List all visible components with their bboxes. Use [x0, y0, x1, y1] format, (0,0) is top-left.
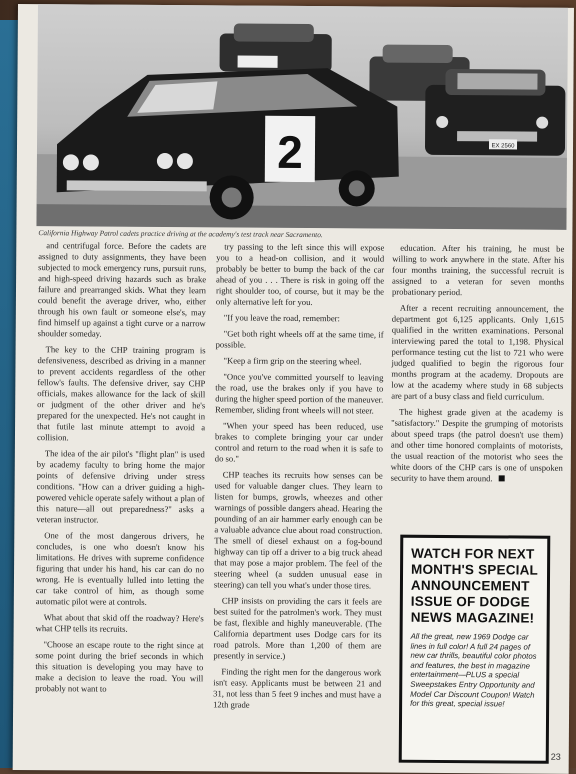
photo-caption: California Highway Patrol cadets practice driving at the academy's test track near Sacramento. [38, 228, 323, 240]
paragraph: One of the most dangerous drivers, he concludes, is one who doesn't know his limitations. He drives with supreme confidence figuring that under his hand, his car can do no wrong. He is eventually lulled into letting the car take control of him, as though some automatic pilot were at controls. [35, 530, 205, 607]
photo-illustration [36, 4, 568, 230]
paragraph: "Get both right wheels off at the same time, if possible. [215, 328, 384, 350]
paragraph: "Choose an escape route to the right since at some point during the brief seconds in which this situation is developing you may have to make a decision to leave the road. You will probably not want to [35, 639, 204, 694]
paragraph [391, 407, 564, 485]
paragraph: "Keep a firm grip on the steering wheel. [223, 355, 362, 367]
article-column-2 [213, 241, 384, 716]
paragraph: Finding the right men for the dangerous work isn't easy. Applicants must be between 21 and 31, not less than 5 feet 9 inches and must have a 12th grade [213, 666, 382, 710]
paragraph: The idea of the air pilot's "flight plan" is used by academy faculty to bring home the major points of defensive driving under stress conditions. "How can a driver guiding a high-powered vehicle operate safely without a plan of this nature—all out preparedness?" asks a veteran instructor. [36, 448, 205, 525]
page-number: 23 [550, 751, 561, 762]
patrol-cars-photo [36, 4, 568, 230]
background-car [220, 23, 332, 72]
paragraph: CHP insists on providing the cars it feels are best suited for the patrolmen's work. They must be fast, flexible and highly maneuverable. (The California department uses Dodge cars for its road patrols. More than 1,200 of them are presently in service.) [213, 595, 382, 661]
car-number: 2 [276, 125, 303, 178]
paragraph-text: The highest grade given at the academy is "satisfactory." Despite the grumping of motorists about speed traps (the patrol doesn't use them) and other time honored complaints of motorists, the usual reaction of the motorist who sees the white doors of the CHP cars is one of unspoken security to have them around. [390, 406, 564, 484]
article-column-3 [391, 243, 565, 490]
paragraph: CHP teaches its recruits how senses can be used for valuable danger clues. They learn to listen for bumps, growls, wheezes and other warnings of possible dangers ahead. Hearing the pounding of an air hammer early enough can be a valuable advance clue about road construction. The smell of diesel exhaust on a fog-bound highway can tip off a driver to a big truck ahead that may pose a major problem. The feel of the steering wheel (a sudden unusual ease in steering) can tell you what's under those tires. [213, 469, 383, 591]
paragraph: "When your speed has been reduced, use brakes to complete bringing your car under control and return to the road when it is safe to do so." [214, 420, 384, 464]
paragraph: What about that skid off the roadway? Here's what CHP tells its recruits. [35, 612, 204, 634]
paragraph: education. After his training, he must be willing to work anywhere in the state. After his four months training, the successful recruit is assigned to a veteran for seven months probationary period. [391, 242, 565, 298]
end-of-article-mark [499, 475, 505, 481]
license-plate: EX 2560 [491, 143, 515, 150]
ad-headline: WATCH FOR NEXT MONTH'S SPECIAL ANNOUNCEMENT ISSUE OF DODGE NEWS MAGAZINE! [410, 545, 538, 626]
patrol-car-right [425, 69, 566, 156]
paragraph: After a recent recruiting announcement, the department got 6,125 applicants. Only 1,615 qualified in the written examinations. Personal interviewing pared the total to 1,198. Physical performance testing cut the list to 721 who were judged qualified to begin the rigorous four months program at the academy. Dropouts are low at the academy where study in 68 subjects are part of a busy class and field curriculum. [391, 302, 564, 402]
paragraph: The key to the CHP training program is defensiveness, described as driving in a manner to prevent accidents regardless of the other fellow's faults. The defensive driver, say CHP officials, makes allowance for the lack of skill or judgment of the other driver and he's prepared for the unexpected. He's not caught in that futile last minute attempt to avoid a collision. [36, 344, 206, 443]
article-column-1 [35, 240, 206, 700]
magazine-page [13, 4, 574, 774]
ad-body-text: All the great, new 1969 Dodge car lines in full color! A full 24 pages of new car thrills, beautiful color photos and features, the best in magazine entertainment—PLUS a special Sweepstakes Entry Opportunity and Model Car Discount Coupon! Watch for this great, special issue! [410, 631, 537, 709]
paragraph: "If you leave the road, remember: [223, 312, 340, 324]
paragraph: and centrifugal force. Before the cadets are assigned to duty assignments, they have been subjected to mock emergency runs, pursuit runs, and high-speed driving hazards such as brake failure and prearranged skids. What they learn could benefit the average driver, who, either through his own fault or someone else's, may find himself up against a tight curve or a narrow shoulder someday. [37, 240, 207, 339]
paragraph: try passing to the left since this will expose you to a head-on collision, and it would probably be better to bump the back of the car ahead of you . . . There is risk in going off the right shoulder too, of course, but it may be the only alternative left for you. [215, 241, 385, 308]
dodge-news-ad-box [399, 535, 551, 764]
paragraph: "Once you've committed yourself to leaving the road, use the brakes only if you have to during the higher speed portion of the maneuver. Remember, sliding front wheels will not steer. [215, 371, 384, 416]
